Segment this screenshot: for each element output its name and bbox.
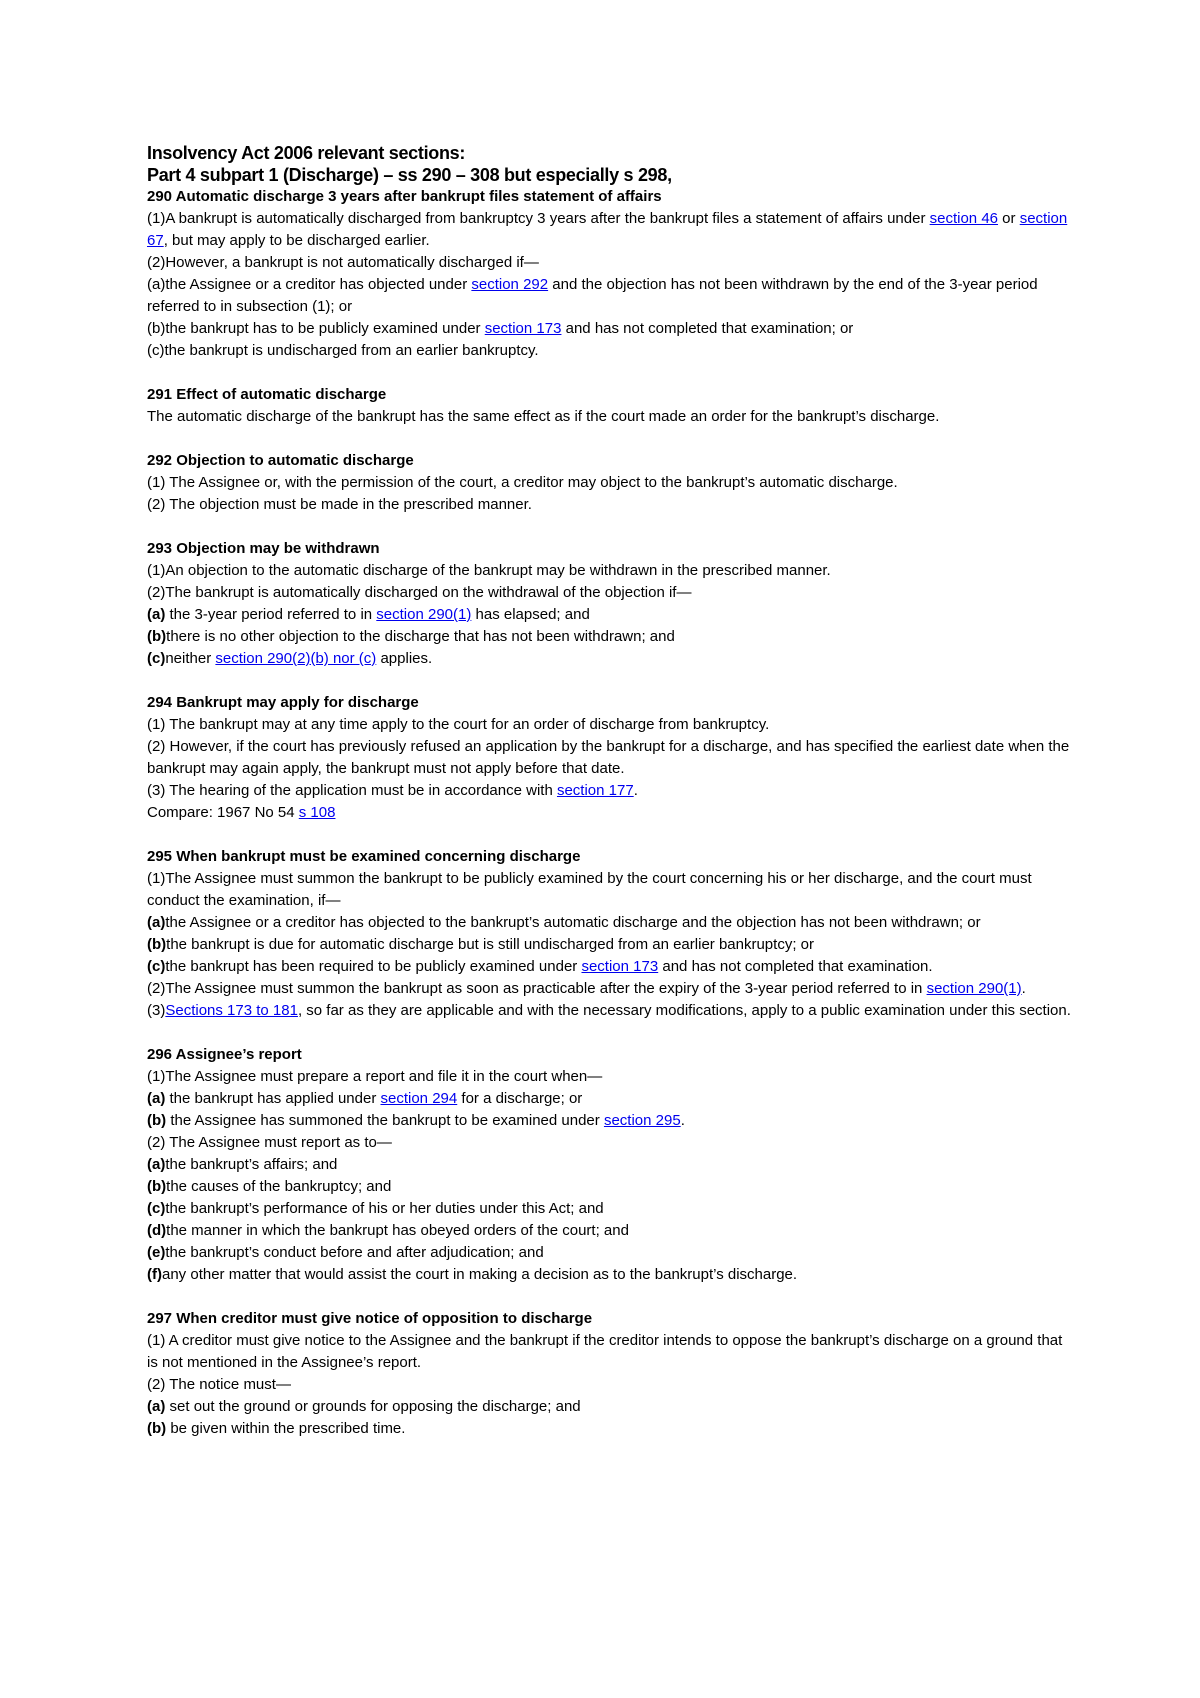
section-heading: 295 When bankrupt must be examined concerning discharge	[147, 848, 581, 865]
section-173-link[interactable]: section 173	[484, 320, 562, 337]
section-290-2-link[interactable]: section 290(2)(b) nor (c)	[215, 650, 377, 667]
paragraph: (2) The Assignee must report as to—	[147, 1134, 392, 1151]
text: the causes of the bankruptcy; and	[166, 1178, 392, 1195]
text: and has not completed that examination.	[658, 958, 933, 975]
text: (3) The hearing of the application must be in accordance with	[147, 782, 557, 799]
section-293	[147, 538, 1077, 670]
paragraph: (c)the bankrupt is undischarged from an earlier bankruptcy.	[147, 342, 539, 359]
section-heading: 297 When creditor must give notice of opposition to discharge	[147, 1310, 593, 1327]
section-290	[147, 186, 1077, 362]
item-label: (a)	[147, 1398, 166, 1415]
paragraph	[147, 1418, 1077, 1440]
paragraph	[147, 274, 1077, 318]
text: (1)A bankrupt is automatically discharged from bankruptcy 3 years after the bankrupt files a statement of affairs under	[147, 210, 930, 227]
text: the bankrupt’s performance of his or her duties under this Act; and	[165, 1200, 604, 1217]
item-label: (b)	[147, 1112, 167, 1129]
text: , but may apply to be discharged earlier.	[163, 232, 430, 249]
text: there is no other objection to the discharge that has not been withdrawn; and	[166, 628, 675, 645]
item-label: (b)	[147, 1178, 167, 1195]
paragraph	[147, 1154, 1077, 1176]
item-label: (f)	[147, 1266, 162, 1283]
text: and has not completed that examination; or	[561, 320, 854, 337]
paragraph	[147, 912, 1077, 934]
item-label: (c)	[147, 958, 166, 975]
text: (a)the Assignee or a creditor has objected under	[147, 276, 472, 293]
item-label: (c)	[147, 650, 166, 667]
paragraph	[147, 934, 1077, 956]
text: (b)the bankrupt has to be publicly examined under	[147, 320, 485, 337]
text: for a discharge; or	[457, 1090, 583, 1107]
text: .	[633, 782, 638, 799]
text: or	[998, 210, 1020, 227]
item-label: (a)	[147, 1156, 166, 1173]
paragraph	[147, 1088, 1077, 1110]
section-295-link[interactable]: section 295	[603, 1112, 681, 1129]
document-title	[147, 142, 1077, 186]
sections-173-to-181-link[interactable]: Sections 173 to 181	[165, 1002, 298, 1019]
section-294-link[interactable]: section 294	[380, 1090, 458, 1107]
paragraph	[147, 780, 1077, 802]
paragraph: (2)However, a bankrupt is not automatically discharged if—	[147, 254, 539, 271]
section-295	[147, 846, 1077, 1022]
text: be given within the prescribed time.	[166, 1420, 406, 1437]
title-line-1: Insolvency Act 2006 relevant sections:	[147, 143, 466, 163]
paragraph	[147, 648, 1077, 670]
item-label: (a)	[147, 914, 166, 931]
paragraph	[147, 208, 1077, 252]
paragraph	[147, 318, 1077, 340]
section-291	[147, 384, 1077, 428]
text: (2)The Assignee must summon the bankrupt as soon as practicable after the expiry of the 3-year period referred to in	[147, 980, 927, 997]
item-label: (b)	[147, 936, 167, 953]
section-heading: 292 Objection to automatic discharge	[147, 452, 414, 469]
text: the 3-year period referred to in	[165, 606, 377, 623]
text: the Assignee has summoned the bankrupt to be examined under	[166, 1112, 604, 1129]
paragraph	[147, 1220, 1077, 1242]
text: neither	[165, 650, 216, 667]
paragraph: (1) The bankrupt may at any time apply to the court for an order of discharge from bankruptcy.	[147, 716, 770, 733]
item-label: (d)	[147, 1222, 167, 1239]
section-46-link[interactable]: section 46	[929, 210, 999, 227]
text: the bankrupt has applied under	[165, 1090, 381, 1107]
paragraph: (2)The bankrupt is automatically discharged on the withdrawal of the objection if—	[147, 584, 692, 601]
text: Compare: 1967 No 54	[147, 804, 299, 821]
text: the bankrupt’s conduct before and after adjudication; and	[165, 1244, 544, 1261]
text: has elapsed; and	[471, 606, 590, 623]
section-294	[147, 692, 1077, 824]
text: the bankrupt’s affairs; and	[165, 1156, 338, 1173]
item-label: (b)	[147, 1420, 167, 1437]
text: the Assignee or a creditor has objected to the bankrupt’s automatic discharge and the objection has not been withdrawn; or	[165, 914, 981, 931]
section-292-link[interactable]: section 292	[471, 276, 549, 293]
paragraph: (1)An objection to the automatic discharge of the bankrupt may be withdrawn in the prescribed manner.	[147, 562, 831, 579]
section-177-link[interactable]: section 177	[556, 782, 634, 799]
text: the bankrupt is due for automatic discharge but is still undischarged from an earlier bankruptcy; or	[166, 936, 814, 953]
section-292	[147, 450, 1077, 516]
item-label: (e)	[147, 1244, 166, 1261]
text: , so far as they are applicable and with the necessary modifications, apply to a public examination under this section.	[297, 1002, 1071, 1019]
section-heading: 293 Objection may be withdrawn	[147, 540, 380, 557]
section-290-1-link[interactable]: section 290(1)	[926, 980, 1022, 997]
text: any other matter that would assist the court in making a decision as to the bankrupt’s discharge.	[162, 1266, 798, 1283]
text: (3)	[147, 1002, 166, 1019]
text: applies.	[376, 650, 433, 667]
paragraph	[147, 1242, 1077, 1264]
item-label: (a)	[147, 1090, 166, 1107]
section-67-link[interactable]: section 67	[147, 210, 1068, 249]
section-296	[147, 1044, 1077, 1286]
section-heading: 296 Assignee’s report	[147, 1046, 302, 1063]
item-label: (b)	[147, 628, 167, 645]
paragraph	[147, 1110, 1077, 1132]
paragraph	[147, 1176, 1077, 1198]
document-page	[147, 142, 1077, 1440]
paragraph	[147, 1198, 1077, 1220]
section-297	[147, 1308, 1077, 1440]
section-heading: 294 Bankrupt may apply for discharge	[147, 694, 419, 711]
text: and the objection has not been withdrawn by the end of the 3-year period referred to in subsection (1); or	[147, 276, 1038, 315]
paragraph	[147, 1396, 1077, 1418]
paragraph: (2) The objection must be made in the prescribed manner.	[147, 496, 532, 513]
paragraph	[147, 604, 1077, 626]
paragraph	[147, 978, 1077, 1000]
section-heading: 290 Automatic discharge 3 years after bankrupt files statement of affairs	[147, 188, 662, 205]
compare-note	[147, 802, 1077, 824]
title-line-2: Part 4 subpart 1 (Discharge) – ss 290 – 308 but especially s 298,	[147, 165, 672, 185]
paragraph: (1)The Assignee must summon the bankrupt to be publicly examined by the court concerning his or her discharge, and the court must conduct the examination, if—	[147, 870, 1032, 909]
s-108-link[interactable]: s 108	[298, 804, 336, 821]
text: .	[1021, 980, 1026, 997]
item-label: (a)	[147, 606, 166, 623]
text: .	[680, 1112, 685, 1129]
paragraph	[147, 626, 1077, 648]
section-173-link[interactable]: section 173	[581, 958, 659, 975]
item-label: (c)	[147, 1200, 166, 1217]
paragraph: (2) However, if the court has previously refused an application by the bankrupt for a discharge, and has specified the earliest date when the bankrupt may again apply, the bankrupt must not apply before that date.	[147, 738, 1070, 777]
text: the bankrupt has been required to be publicly examined under	[165, 958, 582, 975]
section-290-1-link[interactable]: section 290(1)	[376, 606, 472, 623]
text: set out the ground or grounds for opposing the discharge; and	[165, 1398, 581, 1415]
paragraph: (1)The Assignee must prepare a report and file it in the court when—	[147, 1068, 603, 1085]
paragraph: (1) The Assignee or, with the permission of the court, a creditor may object to the bankrupt’s automatic discharge.	[147, 474, 898, 491]
text: the manner in which the bankrupt has obeyed orders of the court; and	[166, 1222, 629, 1239]
paragraph	[147, 1000, 1077, 1022]
paragraph	[147, 1264, 1077, 1286]
paragraph: The automatic discharge of the bankrupt has the same effect as if the court made an order for the bankrupt’s discharge.	[147, 408, 940, 425]
section-heading: 291 Effect of automatic discharge	[147, 386, 387, 403]
paragraph: (2) The notice must—	[147, 1376, 291, 1393]
paragraph	[147, 956, 1077, 978]
paragraph: (1) A creditor must give notice to the Assignee and the bankrupt if the creditor intends to oppose the bankrupt’s discharge on a ground that is not mentioned in the Assignee’s report.	[147, 1332, 1063, 1371]
